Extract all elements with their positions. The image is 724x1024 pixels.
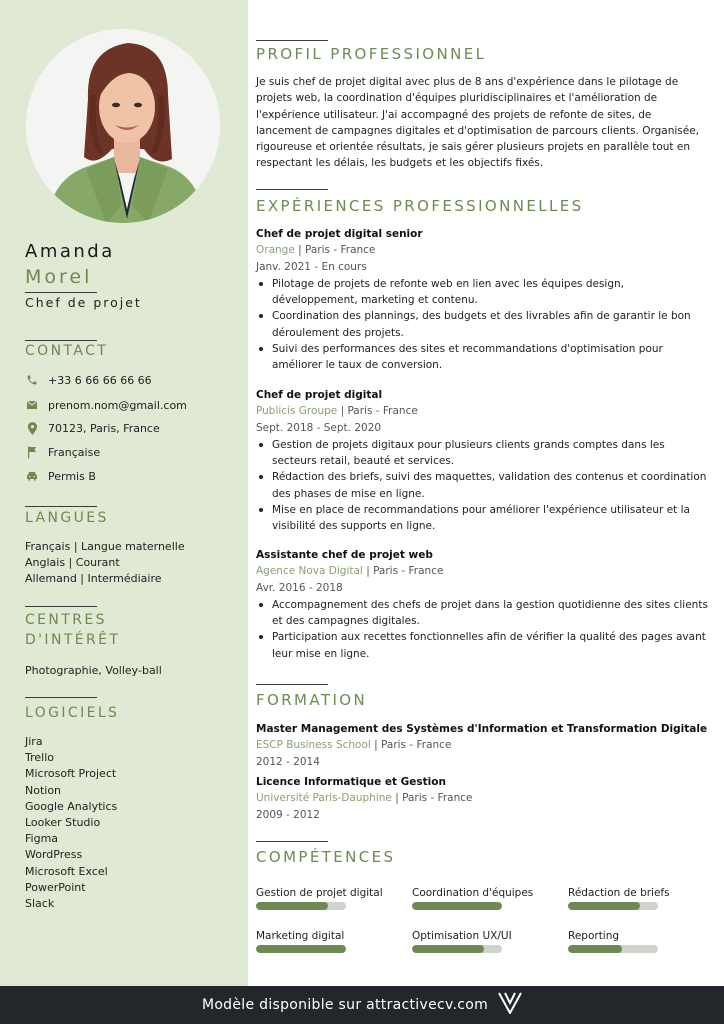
education-dates: 2012 - 2014 bbox=[256, 755, 320, 768]
list-item: Figma bbox=[25, 832, 59, 846]
skill-bar-fill bbox=[256, 945, 346, 953]
skill-item bbox=[256, 887, 383, 910]
experience-location: | Paris - France bbox=[337, 405, 418, 418]
skill-item bbox=[568, 930, 658, 953]
skill-bar bbox=[412, 902, 502, 910]
skill-bar-fill bbox=[568, 945, 622, 953]
list-item: Coordination des plannings, des budgets et des livrables afin de garantir le bon déroulement des projets. bbox=[256, 308, 708, 341]
job-title: Chef de projet bbox=[25, 295, 142, 310]
list-item: WordPress bbox=[25, 848, 83, 862]
education-title: Master Management des Systèmes d'Information et Transformation Digitale bbox=[256, 723, 708, 735]
divider bbox=[25, 606, 97, 607]
list-item: Allemand | Intermédiaire bbox=[25, 572, 162, 586]
divider bbox=[256, 40, 328, 41]
experience-bullets bbox=[256, 276, 708, 374]
education-title: Licence Informatique et Gestion bbox=[256, 776, 446, 788]
experience-title: Assistante chef de projet web bbox=[256, 549, 433, 561]
license-text: Permis B bbox=[48, 469, 96, 483]
interests-text: Photographie, Volley-ball bbox=[25, 664, 162, 677]
email-text[interactable]: prenom.nom@gmail.com bbox=[48, 398, 187, 412]
skill-item bbox=[412, 930, 512, 953]
experience-dates: Janv. 2021 - En cours bbox=[256, 260, 367, 273]
contact-address bbox=[25, 421, 160, 435]
interests-heading-line: D'INTÉRÊT bbox=[25, 632, 121, 648]
education-school: ESCP Business School bbox=[256, 739, 371, 752]
education-dates: 2009 - 2012 bbox=[256, 808, 320, 821]
software-list bbox=[25, 734, 117, 912]
experience-location: | Paris - France bbox=[362, 565, 444, 578]
experience-title: Chef de projet digital senior bbox=[256, 228, 423, 240]
experience-title: Chef de projet digital bbox=[256, 389, 383, 401]
mail-icon bbox=[25, 398, 39, 412]
experience-company: Publicis Groupe bbox=[256, 405, 338, 418]
list-item: Gestion de projets digitaux pour plusieurs clients grands comptes dans les secteurs retail, beauté et services. bbox=[256, 437, 708, 470]
divider bbox=[256, 684, 328, 685]
list-item: Rédaction des briefs, suivi des maquettes, validation des contenus et coordination des phases de mise en ligne. bbox=[256, 469, 708, 502]
interests-heading-line: CENTRES bbox=[25, 612, 107, 628]
skill-bar bbox=[568, 945, 658, 953]
skill-bar-fill bbox=[568, 902, 640, 910]
skill-bar-fill bbox=[256, 902, 328, 910]
skill-label: Rédaction de briefs bbox=[568, 887, 670, 899]
skill-bar bbox=[256, 945, 346, 953]
divider bbox=[256, 841, 328, 842]
experience-item bbox=[256, 387, 708, 535]
skill-bar bbox=[412, 945, 502, 953]
software-heading: LOGICIELS bbox=[25, 705, 120, 721]
list-item: Suivi des performances des sites et recommandations d'optimisation pour améliorer le taux de conversion. bbox=[256, 341, 708, 374]
profile-heading: PROFIL PROFESSIONNEL bbox=[256, 45, 487, 63]
skill-label: Marketing digital bbox=[256, 930, 345, 942]
skill-label: Coordination d'équipes bbox=[412, 887, 534, 899]
profile-summary: Je suis chef de projet digital avec plus de 8 ans d'expérience dans le pilotage de projets web, la coordination d'équipes pluridisciplinaires et l'amélioration de l'expérience utilisateur. J'ai accompagné des projets de refonte de sites, de lancement de campagnes digitales et d'optimisation de parcours clients. Organisée, rigoureuse et orientée résultats, je sais gérer plusieurs projets en parallèle tout en respectant les délais, les budgets et les objectifs fixés. bbox=[256, 76, 700, 170]
experience-dates: Avr. 2016 - 2018 bbox=[256, 581, 343, 594]
experience-bullets bbox=[256, 597, 708, 662]
education-item bbox=[256, 774, 708, 823]
nationality-text: Française bbox=[48, 445, 101, 459]
list-item: Pilotage de projets de refonte web en lien avec les équipes design, développement, marketing et contenu. bbox=[256, 276, 708, 309]
divider bbox=[25, 697, 97, 698]
skill-bar-fill bbox=[412, 902, 502, 910]
list-item: Mise en place de recommandations pour améliorer l'expérience utilisateur et la visibilité des supports en ligne. bbox=[256, 502, 708, 535]
contact-phone bbox=[25, 373, 152, 387]
first-name: Amanda bbox=[25, 241, 115, 262]
divider bbox=[25, 292, 97, 293]
phone-icon bbox=[25, 373, 39, 387]
skill-label: Reporting bbox=[568, 930, 620, 942]
list-item: Google Analytics bbox=[25, 799, 118, 813]
location-pin-icon bbox=[25, 421, 39, 435]
skill-bar bbox=[256, 902, 346, 910]
education-heading: FORMATION bbox=[256, 691, 368, 709]
experience-item bbox=[256, 547, 708, 662]
profile-photo bbox=[26, 29, 220, 223]
list-item: Accompagnement des chefs de projet dans la gestion quotidienne des sites clients et des campagnes digitales. bbox=[256, 597, 708, 630]
list-item: Looker Studio bbox=[25, 816, 101, 830]
flag-icon bbox=[25, 445, 39, 459]
list-item: PowerPoint bbox=[25, 880, 86, 894]
phone-text[interactable]: +33 6 66 66 66 66 bbox=[48, 373, 152, 387]
car-icon bbox=[25, 469, 39, 483]
contact-email bbox=[25, 398, 187, 412]
interests-heading bbox=[25, 610, 120, 650]
list-item: Anglais | Courant bbox=[25, 556, 120, 570]
divider bbox=[256, 189, 328, 190]
contact-license bbox=[25, 469, 96, 483]
experience-heading: EXPÉRIENCES PROFESSIONNELLES bbox=[256, 197, 584, 215]
list-item: Participation aux recettes fonctionnelles afin de vérifier la qualité des pages avant leur mise en ligne. bbox=[256, 629, 708, 662]
divider bbox=[25, 506, 97, 507]
contact-heading: CONTACT bbox=[25, 343, 109, 359]
experience-company: Orange bbox=[256, 244, 295, 257]
education-location: | Paris - France bbox=[370, 739, 452, 752]
skill-label: Gestion de projet digital bbox=[256, 887, 383, 899]
skill-label: Optimisation UX/UI bbox=[412, 930, 512, 942]
skill-item bbox=[568, 887, 670, 910]
education-school: Université Paris-Dauphine bbox=[256, 792, 392, 805]
experience-location: | Paris - France bbox=[294, 244, 376, 257]
experience-bullets bbox=[256, 437, 708, 535]
experience-dates: Sept. 2018 - Sept. 2020 bbox=[256, 421, 382, 434]
list-item: Trello bbox=[25, 751, 54, 765]
skill-bar-fill bbox=[412, 945, 484, 953]
skill-item bbox=[256, 930, 346, 953]
languages-heading: LANGUES bbox=[25, 510, 109, 526]
list-item: Notion bbox=[25, 783, 62, 797]
skill-item bbox=[412, 887, 533, 910]
list-item: Jira bbox=[25, 735, 43, 748]
experience-item bbox=[256, 226, 708, 374]
address-text: 70123, Paris, France bbox=[48, 421, 160, 435]
footer-text[interactable]: Modèle disponible sur attractivecv.com bbox=[201, 997, 489, 1013]
languages-list bbox=[25, 539, 185, 588]
list-item: Microsoft Project bbox=[25, 767, 117, 781]
list-item: Français | Langue maternelle bbox=[25, 540, 185, 553]
contact-nationality bbox=[25, 445, 100, 459]
footer-banner[interactable] bbox=[0, 986, 724, 1024]
skill-bar bbox=[568, 902, 658, 910]
experience-company: Agence Nova Digital bbox=[256, 565, 363, 578]
attractivecv-logo-icon bbox=[498, 992, 522, 1018]
education-location: | Paris - France bbox=[391, 792, 473, 805]
education-item bbox=[256, 721, 708, 770]
skills-heading: COMPÉTENCES bbox=[256, 848, 396, 866]
list-item: Slack bbox=[25, 897, 55, 911]
list-item: Microsoft Excel bbox=[25, 864, 108, 878]
last-name: Morel bbox=[25, 266, 93, 288]
